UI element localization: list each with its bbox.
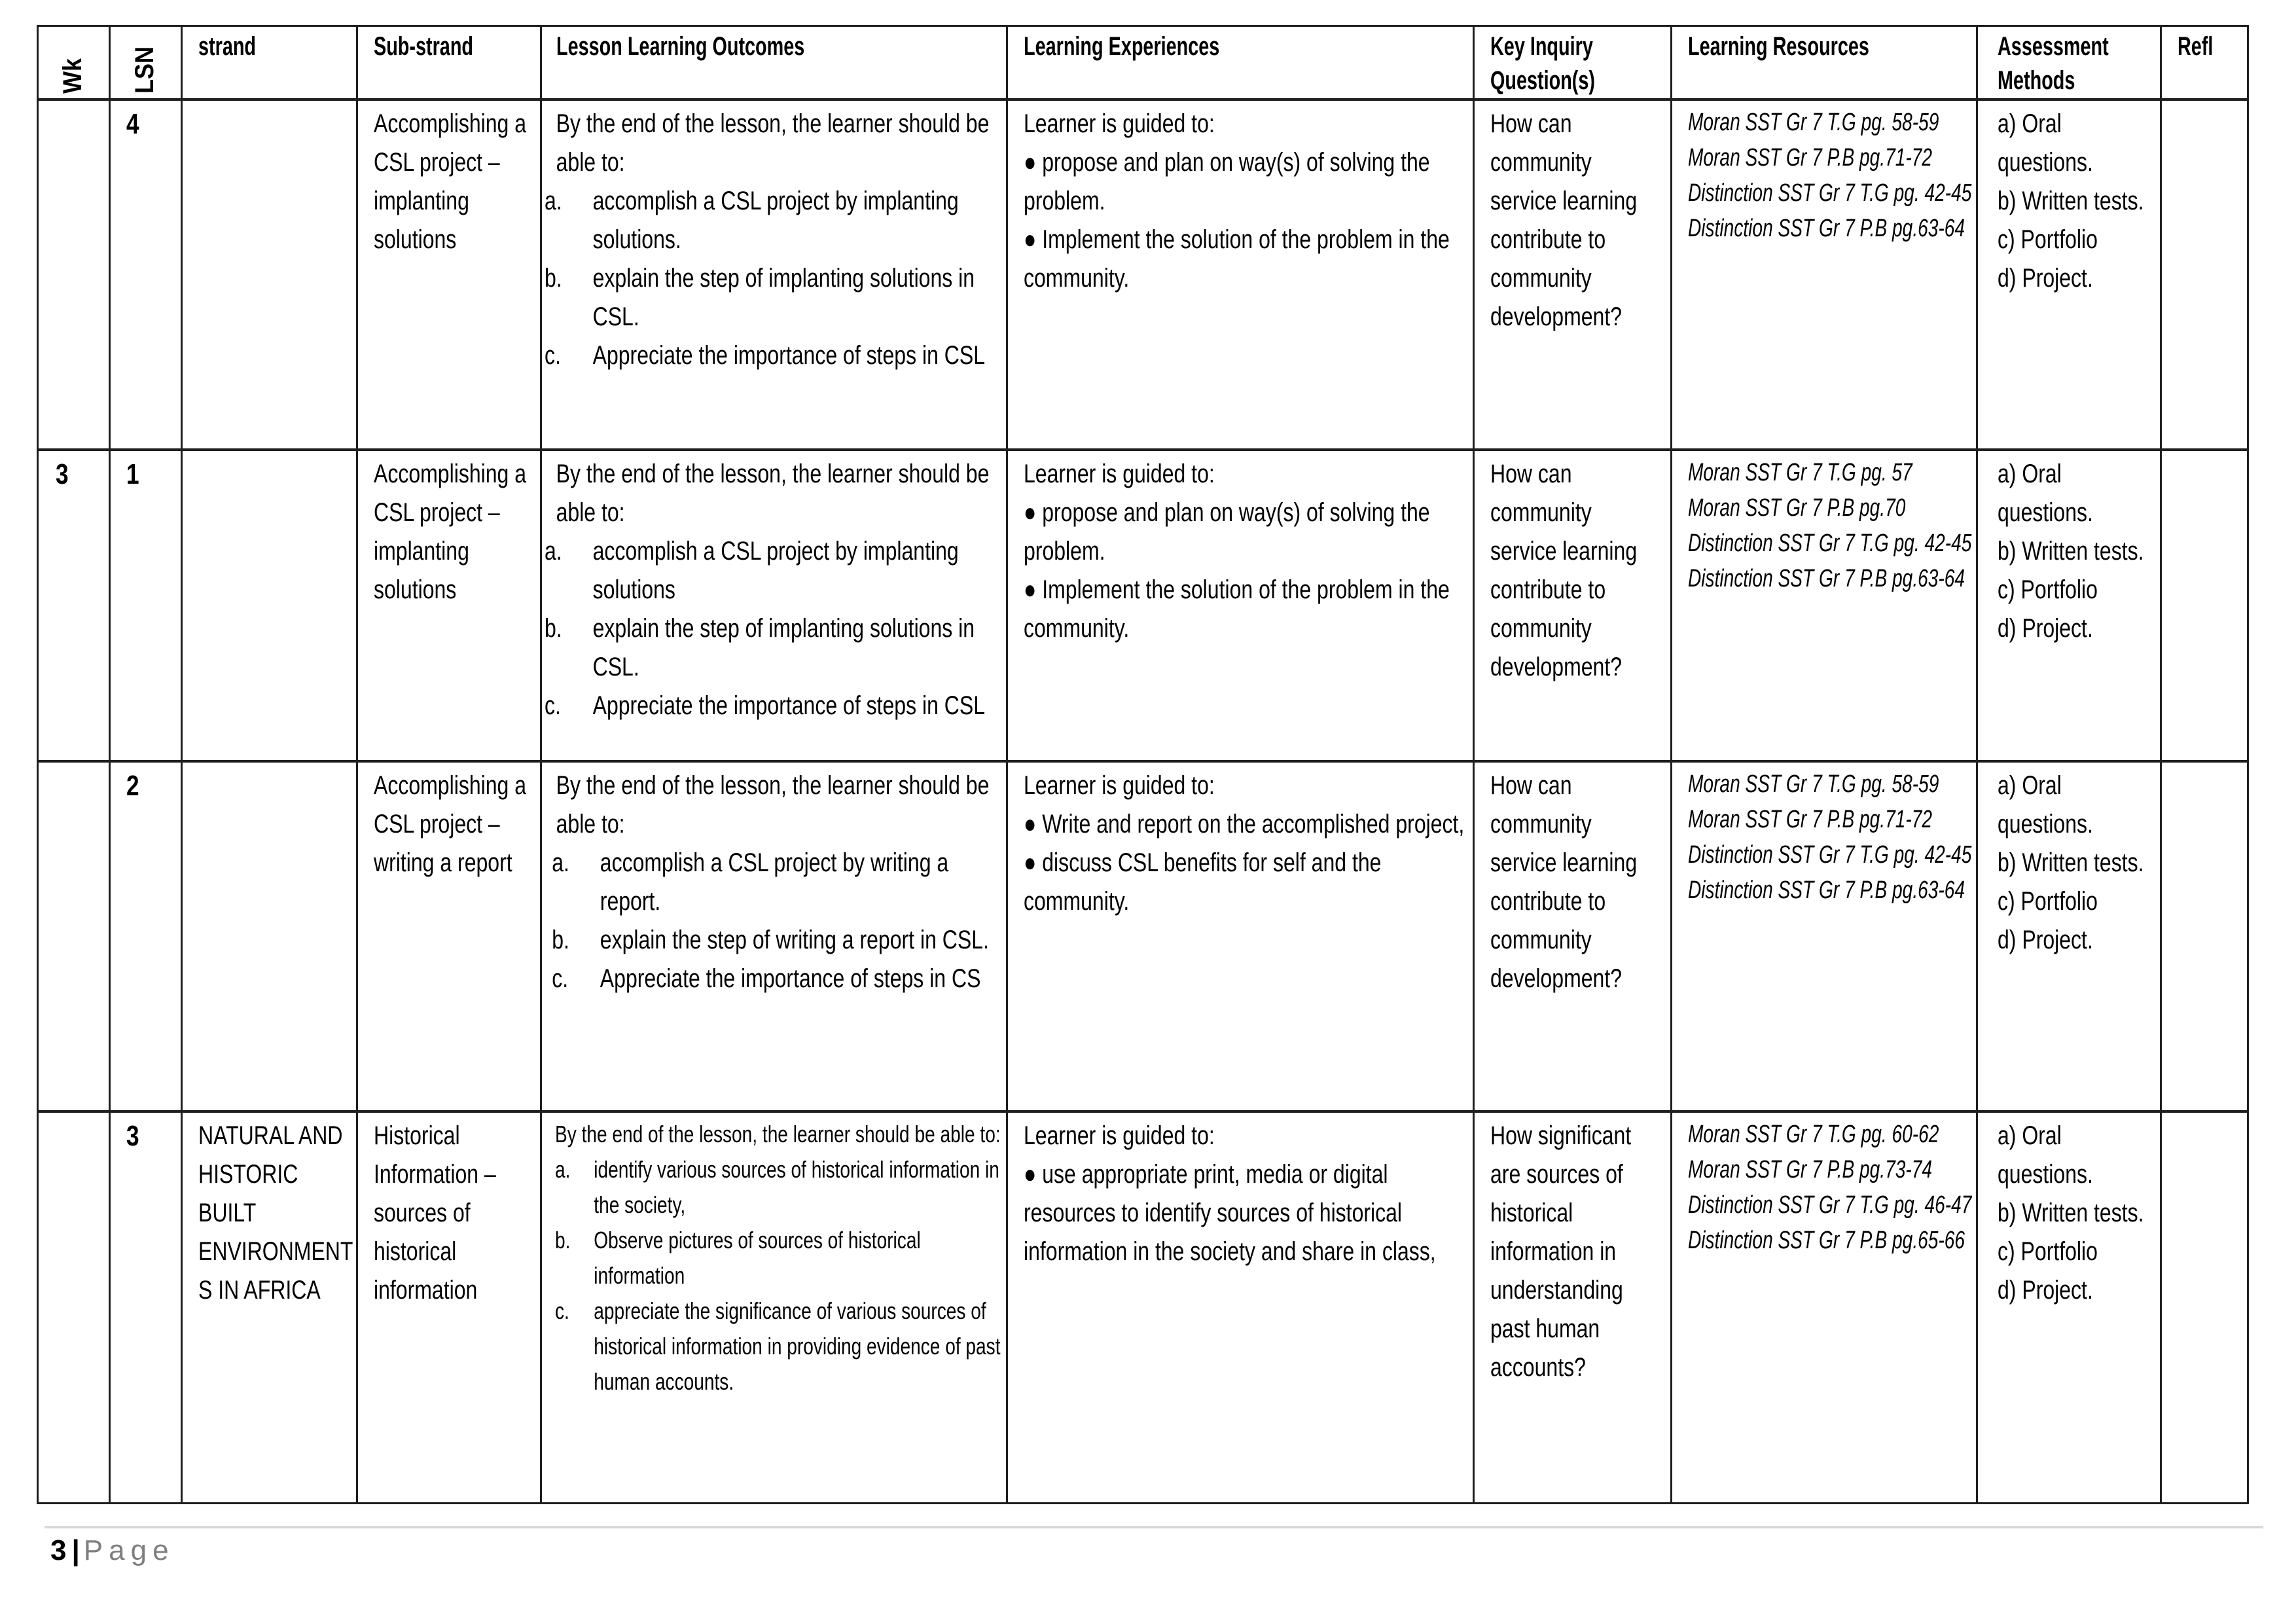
inquiry-text: How can community service learning contribute to community development? xyxy=(1490,770,1638,993)
cell-sub-strand xyxy=(357,450,541,761)
experience-item: ● propose and plan on way(s) of solving the problem. xyxy=(1024,147,1430,215)
outcome-text: accomplish a CSL project by implanting solutions. xyxy=(592,186,959,254)
outcomes-list xyxy=(545,182,995,375)
cell-assessment xyxy=(1977,761,2161,1111)
lesson-number: 4 xyxy=(126,107,139,140)
header-row xyxy=(38,26,2248,99)
resource-item: Distinction SST Gr 7 P.B pg.63-64 xyxy=(1688,876,1965,904)
outcome-marker: a. xyxy=(545,536,562,566)
header-resources xyxy=(1672,26,1977,99)
outcomes-intro: By the end of the lesson, the learner should be able to: xyxy=(556,459,990,527)
assessment-item: c) Portfolio xyxy=(1998,225,2098,254)
footer-separator: | xyxy=(71,1534,80,1566)
cell-lsn xyxy=(110,450,182,761)
outcome-item xyxy=(545,336,995,375)
page-number: 3 xyxy=(50,1534,67,1566)
cell-reflection xyxy=(2161,1111,2248,1504)
assessment-item: b) Written tests. xyxy=(1998,536,2144,566)
outcome-marker: a. xyxy=(545,186,562,215)
outcome-item xyxy=(545,259,995,336)
header-wk xyxy=(38,26,110,99)
header-lsn xyxy=(110,26,182,99)
experience-item: ● discuss CSL benefits for self and the community. xyxy=(1024,848,1382,916)
assessment-item: a) Oral questions. xyxy=(1998,459,2093,527)
sub-strand-text: Accomplishing a CSL project – implanting solutions xyxy=(374,459,526,604)
outcome-marker: a. xyxy=(552,848,569,877)
outcome-text: explain the step of writing a report in CSL. xyxy=(600,925,989,954)
cell-assessment xyxy=(1977,99,2161,450)
outcome-text: Appreciate the importance of steps in CSL xyxy=(592,340,986,370)
inquiry-text: How can community service learning contribute to community development? xyxy=(1490,459,1638,681)
resource-item: Moran SST Gr 7 T.G pg. 58-59 xyxy=(1688,108,1939,136)
outcome-text: explain the step of implanting solutions in CSL. xyxy=(592,613,975,681)
experience-item: ● Write and report on the accomplished project, xyxy=(1024,809,1465,839)
cell-outcomes xyxy=(541,761,1007,1111)
header-experiences xyxy=(1007,26,1474,99)
resource-item: Moran SST Gr 7 T.G pg. 60-62 xyxy=(1688,1120,1939,1148)
resource-item: Distinction SST Gr 7 T.G pg. 42-45 xyxy=(1688,179,1972,207)
cell-sub-strand xyxy=(357,1111,541,1504)
header-sub-strand-label: Sub-strand xyxy=(374,32,474,61)
outcome-marker: b. xyxy=(545,613,562,643)
outcomes-list xyxy=(545,844,995,998)
scheme-of-work-table xyxy=(37,25,2249,1504)
assessment-item: c) Portfolio xyxy=(1998,886,2098,916)
experience-item: ● propose and plan on way(s) of solving the problem. xyxy=(1024,497,1430,566)
lesson-number: 2 xyxy=(126,769,139,802)
resource-item: Distinction SST Gr 7 T.G pg. 46-47 xyxy=(1688,1191,1972,1219)
outcome-item xyxy=(545,532,995,609)
resource-item: Moran SST Gr 7 P.B pg.73-74 xyxy=(1688,1155,1933,1183)
outcome-item xyxy=(552,960,995,998)
outcome-item xyxy=(555,1293,1007,1399)
experience-item: ● Implement the solution of the problem in the community. xyxy=(1024,575,1450,643)
cell-outcomes xyxy=(541,450,1007,761)
table-row xyxy=(38,1111,2248,1504)
cell-lsn xyxy=(110,99,182,450)
outcomes-intro: By the end of the lesson, the learner should be able to: xyxy=(556,109,990,177)
cell-experiences xyxy=(1007,450,1474,761)
cell-assessment xyxy=(1977,450,2161,761)
cell-sub-strand xyxy=(357,761,541,1111)
resource-item: Moran SST Gr 7 T.G pg. 57 xyxy=(1688,458,1912,486)
resource-item: Distinction SST Gr 7 P.B pg.63-64 xyxy=(1688,214,1965,242)
outcome-marker: b. xyxy=(552,925,569,954)
header-lsn-label: LSN xyxy=(130,46,159,94)
outcome-marker: c. xyxy=(552,964,569,993)
outcome-text: explain the step of implanting solutions in CSL. xyxy=(592,263,975,331)
outcome-text: Appreciate the importance of steps in CSL xyxy=(592,691,986,720)
header-reflection xyxy=(2161,26,2248,99)
cell-reflection xyxy=(2161,761,2248,1111)
outcome-item xyxy=(555,1223,1007,1293)
header-reflection-label: Refl xyxy=(2178,32,2214,61)
resource-item: Moran SST Gr 7 P.B pg.71-72 xyxy=(1688,805,1933,833)
resource-item: Distinction SST Gr 7 T.G pg. 42-45 xyxy=(1688,529,1972,557)
table-row xyxy=(38,450,2248,761)
cell-wk xyxy=(38,99,110,450)
cell-strand xyxy=(182,761,357,1111)
cell-experiences xyxy=(1007,1111,1474,1504)
assessment-item: d) Project. xyxy=(1998,613,2093,643)
strand-text: NATURAL AND HISTORIC BUILT ENVIRONMENT S IN AFRICA xyxy=(198,1121,353,1305)
resource-item: Distinction SST Gr 7 P.B pg.63-64 xyxy=(1688,564,1965,592)
outcome-text: accomplish a CSL project by writing a report. xyxy=(600,848,949,916)
sub-strand-text: Historical Information – sources of historical information xyxy=(374,1121,496,1305)
cell-wk xyxy=(38,761,110,1111)
cell-wk xyxy=(38,1111,110,1504)
inquiry-text: How can community service learning contribute to community development? xyxy=(1490,109,1638,331)
week-number: 3 xyxy=(56,458,69,490)
outcome-text: appreciate the significance of various sources of historical information in providing evidence of past human accounts. xyxy=(594,1297,1001,1395)
outcome-marker: a. xyxy=(555,1155,571,1183)
assessment-item: c) Portfolio xyxy=(1998,1236,2098,1266)
resource-item: Moran SST Gr 7 T.G pg. 58-59 xyxy=(1688,770,1939,798)
header-experiences-label: Learning Experiences xyxy=(1024,32,1220,61)
lesson-number: 1 xyxy=(126,458,139,490)
resource-item: Distinction SST Gr 7 P.B pg.65-66 xyxy=(1688,1226,1965,1254)
cell-outcomes xyxy=(541,99,1007,450)
resource-item: Moran SST Gr 7 P.B pg.70 xyxy=(1688,494,1906,522)
cell-outcomes xyxy=(541,1111,1007,1504)
outcome-item xyxy=(545,182,995,259)
assessment-item: b) Written tests. xyxy=(1998,186,2144,215)
header-inquiry xyxy=(1474,26,1672,99)
cell-reflection xyxy=(2161,450,2248,761)
page-footer xyxy=(50,1534,175,1567)
cell-experiences xyxy=(1007,761,1474,1111)
assessment-item: d) Project. xyxy=(1998,925,2093,954)
sub-strand-text: Accomplishing a CSL project – implanting solutions xyxy=(374,109,526,254)
cell-resources xyxy=(1672,761,1977,1111)
outcome-text: Appreciate the importance of steps in CS xyxy=(600,964,981,993)
header-assessment xyxy=(1977,26,2161,99)
outcomes-list xyxy=(555,1152,1007,1399)
resource-item: Distinction SST Gr 7 T.G pg. 42-45 xyxy=(1688,840,1972,869)
footer-rule xyxy=(45,1526,2263,1528)
header-strand-label: strand xyxy=(198,32,257,61)
cell-resources xyxy=(1672,450,1977,761)
outcome-item xyxy=(552,844,995,921)
lesson-number: 3 xyxy=(126,1119,139,1152)
outcome-marker: b. xyxy=(545,263,562,293)
experiences-intro: Learner is guided to: xyxy=(1024,770,1215,800)
table-row xyxy=(38,99,2248,450)
assessment-item: d) Project. xyxy=(1998,1275,2093,1305)
cell-experiences xyxy=(1007,99,1474,450)
header-resources-label: Learning Resources xyxy=(1688,32,1869,61)
outcome-marker: b. xyxy=(555,1226,571,1254)
outcome-marker: c. xyxy=(545,340,561,370)
outcome-item xyxy=(545,609,995,687)
assessment-item: c) Portfolio xyxy=(1998,575,2098,604)
outcome-text: Observe pictures of sources of historical information xyxy=(594,1226,921,1289)
outcomes-intro: By the end of the lesson, the learner should be able to: xyxy=(556,770,990,839)
cell-reflection xyxy=(2161,99,2248,450)
experience-item: ● Implement the solution of the problem in the community. xyxy=(1024,225,1450,293)
experiences-intro: Learner is guided to: xyxy=(1024,459,1215,488)
cell-strand xyxy=(182,99,357,450)
cell-inquiry xyxy=(1474,99,1672,450)
assessment-item: a) Oral questions. xyxy=(1998,1121,2093,1189)
cell-resources xyxy=(1672,1111,1977,1504)
header-outcomes xyxy=(541,26,1007,99)
header-strand xyxy=(182,26,357,99)
cell-lsn xyxy=(110,761,182,1111)
cell-inquiry xyxy=(1474,761,1672,1111)
cell-assessment xyxy=(1977,1111,2161,1504)
assessment-item: b) Written tests. xyxy=(1998,848,2144,877)
outcomes-list xyxy=(545,532,995,725)
outcome-marker: c. xyxy=(545,691,561,720)
inquiry-text: How significant are sources of historical information in understanding past human accounts? xyxy=(1490,1121,1632,1382)
page-label: Page xyxy=(83,1534,175,1566)
assessment-item: d) Project. xyxy=(1998,263,2093,293)
cell-inquiry xyxy=(1474,1111,1672,1504)
resource-item: Moran SST Gr 7 P.B pg.71-72 xyxy=(1688,143,1933,171)
header-inquiry-label: Key Inquiry Question(s) xyxy=(1490,32,1596,95)
assessment-item: b) Written tests. xyxy=(1998,1198,2144,1227)
cell-strand xyxy=(182,450,357,761)
outcome-marker: c. xyxy=(555,1297,569,1324)
header-assessment-label: Assessment Methods xyxy=(1998,32,2109,95)
cell-wk xyxy=(38,450,110,761)
outcome-item xyxy=(552,921,995,960)
experiences-intro: Learner is guided to: xyxy=(1024,1121,1215,1150)
experiences-intro: Learner is guided to: xyxy=(1024,109,1215,138)
cell-strand xyxy=(182,1111,357,1504)
cell-inquiry xyxy=(1474,450,1672,761)
outcome-item xyxy=(545,687,995,725)
outcomes-intro: By the end of the lesson, the learner should be able to: xyxy=(555,1120,1001,1147)
assessment-item: a) Oral questions. xyxy=(1998,109,2093,177)
cell-sub-strand xyxy=(357,99,541,450)
outcome-text: identify various sources of historical information in the society, xyxy=(594,1155,999,1218)
cell-lsn xyxy=(110,1111,182,1504)
experience-item: ● use appropriate print, media or digital resources to identify sources of historical information in the society and share in class, xyxy=(1024,1159,1436,1266)
assessment-item: a) Oral questions. xyxy=(1998,770,2093,839)
header-outcomes-label: Lesson Learning Outcomes xyxy=(556,32,805,61)
outcome-text: accomplish a CSL project by implanting solutions xyxy=(592,536,959,604)
table-row xyxy=(38,761,2248,1111)
sub-strand-text: Accomplishing a CSL project – writing a report xyxy=(374,770,526,877)
header-sub-strand xyxy=(357,26,541,99)
cell-resources xyxy=(1672,99,1977,450)
header-wk-label: Wk xyxy=(58,58,87,94)
outcome-item xyxy=(555,1152,1007,1223)
